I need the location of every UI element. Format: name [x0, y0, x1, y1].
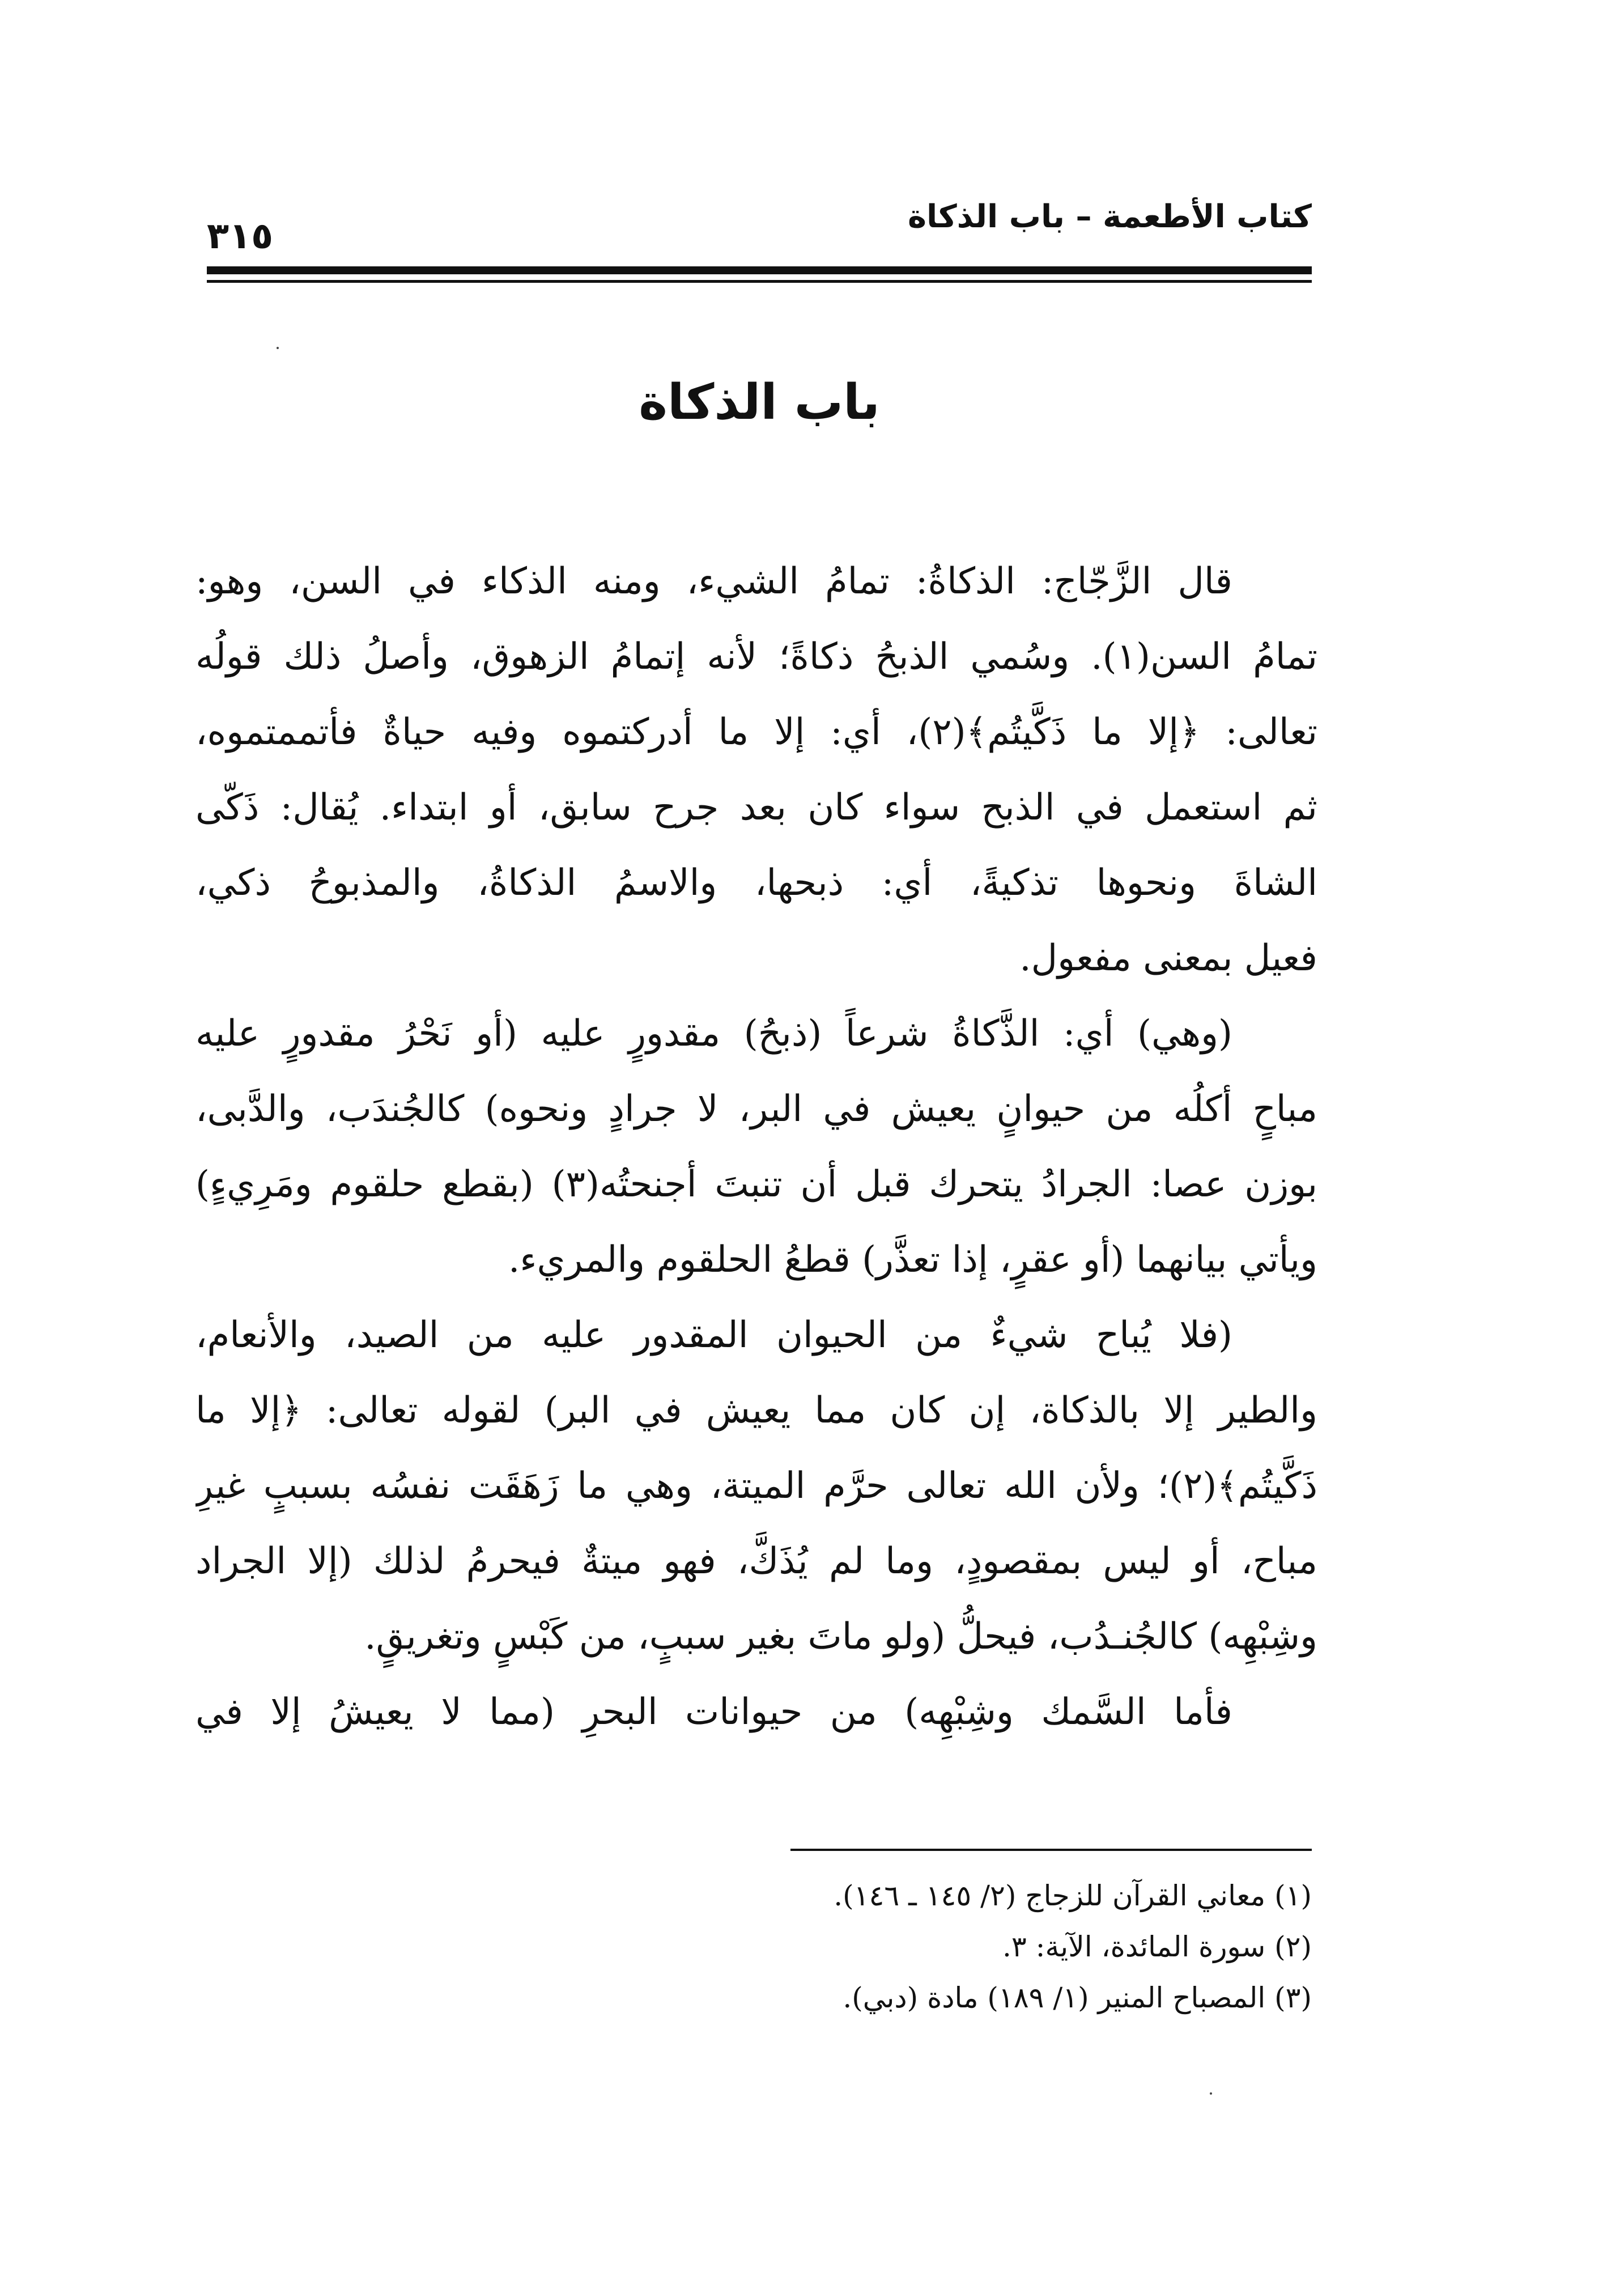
- header-rule-thin: [207, 280, 1312, 283]
- body-line: وشِبْهِه) كالجُنـدُب، فيحلُّ (ولو ماتَ بغير سببٍ، من كَبْسٍ وتغريقٍ.: [364, 1616, 1317, 1658]
- body-line: الشاةَ ونحوها تذكيةً، أي: ذبحها، والاسمُ الذكاةُ، والمذبوحُ ذكي،: [195, 862, 1317, 904]
- body-line: مباح، أو ليس بمقصودٍ، وما لم يُذَكَّ، فهو ميتةٌ فيحرمُ لذلك (إلا الجراد: [195, 1540, 1317, 1582]
- header-rule-thick: [207, 266, 1312, 274]
- chapter-title: باب الذكاة: [639, 374, 880, 431]
- scan-speck: [1210, 2092, 1212, 2095]
- footnote: (٢) سورة المائدة، الآية: ٣.: [1002, 1930, 1312, 1963]
- body-line: (وهي) أي: الذَّكاةُ شرعاً (ذبحُ) مقدورٍ عليه (أو نَحْرُ مقدورٍ عليه: [195, 1013, 1232, 1055]
- body-line: تعالى: ﴿إلا ما ذَكَّيتُم﴾(٢)، أي: إلا ما أدركتموه وفيه حياةٌ فأتممتموه،: [195, 711, 1317, 753]
- body-text: [195, 544, 1317, 1750]
- body-line: والطير إلا بالذكاة، إن كان مما يعيش في البر) لقوله تعالى: ﴿إلا ما: [195, 1390, 1317, 1432]
- body-line: بوزن عصا: الجرادُ يتحرك قبل أن تنبتَ أجنحتُه(٣) (بقطع حلقوم ومَرِيءٍ): [195, 1164, 1317, 1205]
- page-number: ٣١٥: [207, 215, 274, 257]
- body-line: فأما السَّمك وشِبْهِه) من حيوانات البحرِ (مما لا يعيشُ إلا في: [195, 1691, 1233, 1733]
- footnotes: [567, 1870, 1312, 2023]
- body-line: (فلا يُباح شيءٌ من الحيوان المقدور عليه من الصيد، والأنعام،: [195, 1314, 1233, 1356]
- body-line: ذَكَّيتُم﴾(٢)؛ ولأن الله تعالى حرَّم الميتة، وهي ما زَهَقَت نفسُه بسببٍ غيرِ: [195, 1465, 1317, 1507]
- running-title: كتاب الأطعمة – باب الذكاة: [907, 198, 1312, 235]
- footnote: (٣) المصباح المنير (١/ ١٨٩) مادة (دبي).: [843, 1981, 1312, 2014]
- body-line: قال الزَّجّاج: الذكاةُ: تمامُ الشيء، ومنه الذكاء في السن، وهو:: [195, 560, 1232, 602]
- body-line: تمامُ السن(١). وسُمي الذبحُ ذكاةً؛ لأنه إتمامُ الزهوق، وأصلُ ذلك قولُه: [195, 636, 1317, 678]
- body-line: مباحٍ أكلُه من حيوانٍ يعيش في البر، لا جرادٍ ونحوه) كالجُندَب، والدَّبى،: [195, 1088, 1317, 1130]
- body-line: فعيل بمعنى مفعول.: [1019, 937, 1317, 979]
- page-header: [207, 187, 1312, 272]
- body-line: ويأتي بيانهما (أو عقرٍ، إذا تعذَّر) قطعُ الحلقوم والمريء.: [508, 1239, 1317, 1281]
- footnote-rule: [790, 1849, 1312, 1851]
- body-line: ثم استعمل في الذبح سواء كان بعد جرح سابق، أو ابتداء. يُقال: ذَكّى: [195, 787, 1317, 829]
- scan-speck: [277, 347, 279, 349]
- footnote: (١) معاني القرآن للزجاج (٢/ ١٤٥ ـ ١٤٦).: [834, 1879, 1312, 1912]
